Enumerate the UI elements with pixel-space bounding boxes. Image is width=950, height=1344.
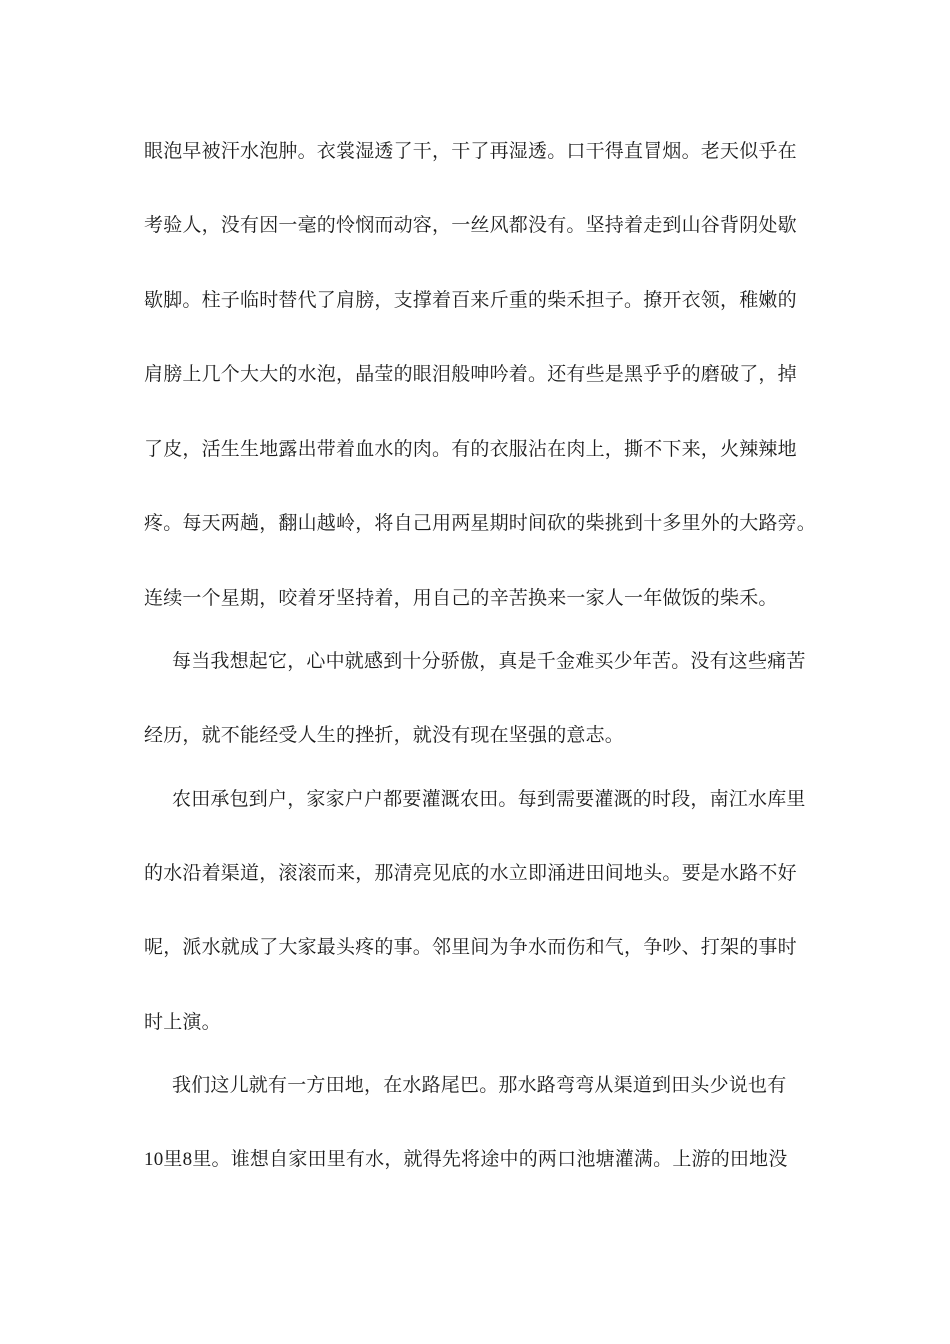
text-line-1: 眼泡早被汗水泡肿。衣裳湿透了干，干了再湿透。口干得直冒烟。老天似乎在 bbox=[144, 140, 797, 162]
text-line-2: 考验人，没有因一毫的怜悯而动容，一丝风都没有。坚持着走到山谷背阴处歇 bbox=[144, 214, 797, 236]
text-line-9: 经历，就不能经受人生的挫折，就没有现在坚强的意志。 bbox=[144, 724, 625, 746]
text-line-3: 歇脚。柱子临时替代了肩膀，支撑着百来斤重的柴禾担子。撩开衣领，稚嫩的 bbox=[144, 289, 797, 311]
text-li-1: 里 bbox=[163, 1148, 183, 1170]
text-line-11: 的水沿着渠道，滚滚而来，那清亮见底的水立即涌进田间地头。要是水路不好 bbox=[144, 862, 797, 884]
text-line-4: 肩膀上几个大大的水泡，晶莹的眼泪般呻吟着。还有些是黑乎乎的磨破了，掉 bbox=[144, 363, 797, 385]
text-line-7: 连续一个星期，咬着牙坚持着，用自己的辛苦换来一家人一年做饭的柴禾。 bbox=[144, 587, 778, 609]
text-line-6: 疼。每天两趟，翻山越岭，将自己用两星期时间砍的柴挑到十多里外的大路旁。 bbox=[144, 512, 817, 534]
text-line-12: 呢，派水就成了大家最头疼的事。邻里间为争水而伤和气，争吵、打架的事时 bbox=[144, 936, 797, 958]
text-line-15 bbox=[144, 1144, 824, 1174]
text-line-13: 时上演。 bbox=[144, 1011, 221, 1033]
text-line-8: 每当我想起它，心中就感到十分骄傲，真是千金难买少年苦。没有这些痛苦 bbox=[172, 650, 806, 672]
number-10: 10 bbox=[144, 1149, 164, 1170]
text-line-10: 农田承包到户，家家户户都要灌溉农田。每到需要灌溉的时段，南江水库里 bbox=[172, 788, 806, 810]
number-8: 8 bbox=[182, 1149, 193, 1170]
text-line-5: 了皮，活生生地露出带着血水的肉。有的衣服沾在肉上，撕不下来，火辣辣地 bbox=[144, 438, 797, 460]
text-rest: 里。谁想自家田里有水，就得先将途中的两口池塘灌满。上游的田地没 bbox=[192, 1148, 788, 1170]
text-line-14: 我们这儿就有一方田地，在水路尾巴。那水路弯弯从渠道到田头少说也有 bbox=[172, 1074, 787, 1096]
